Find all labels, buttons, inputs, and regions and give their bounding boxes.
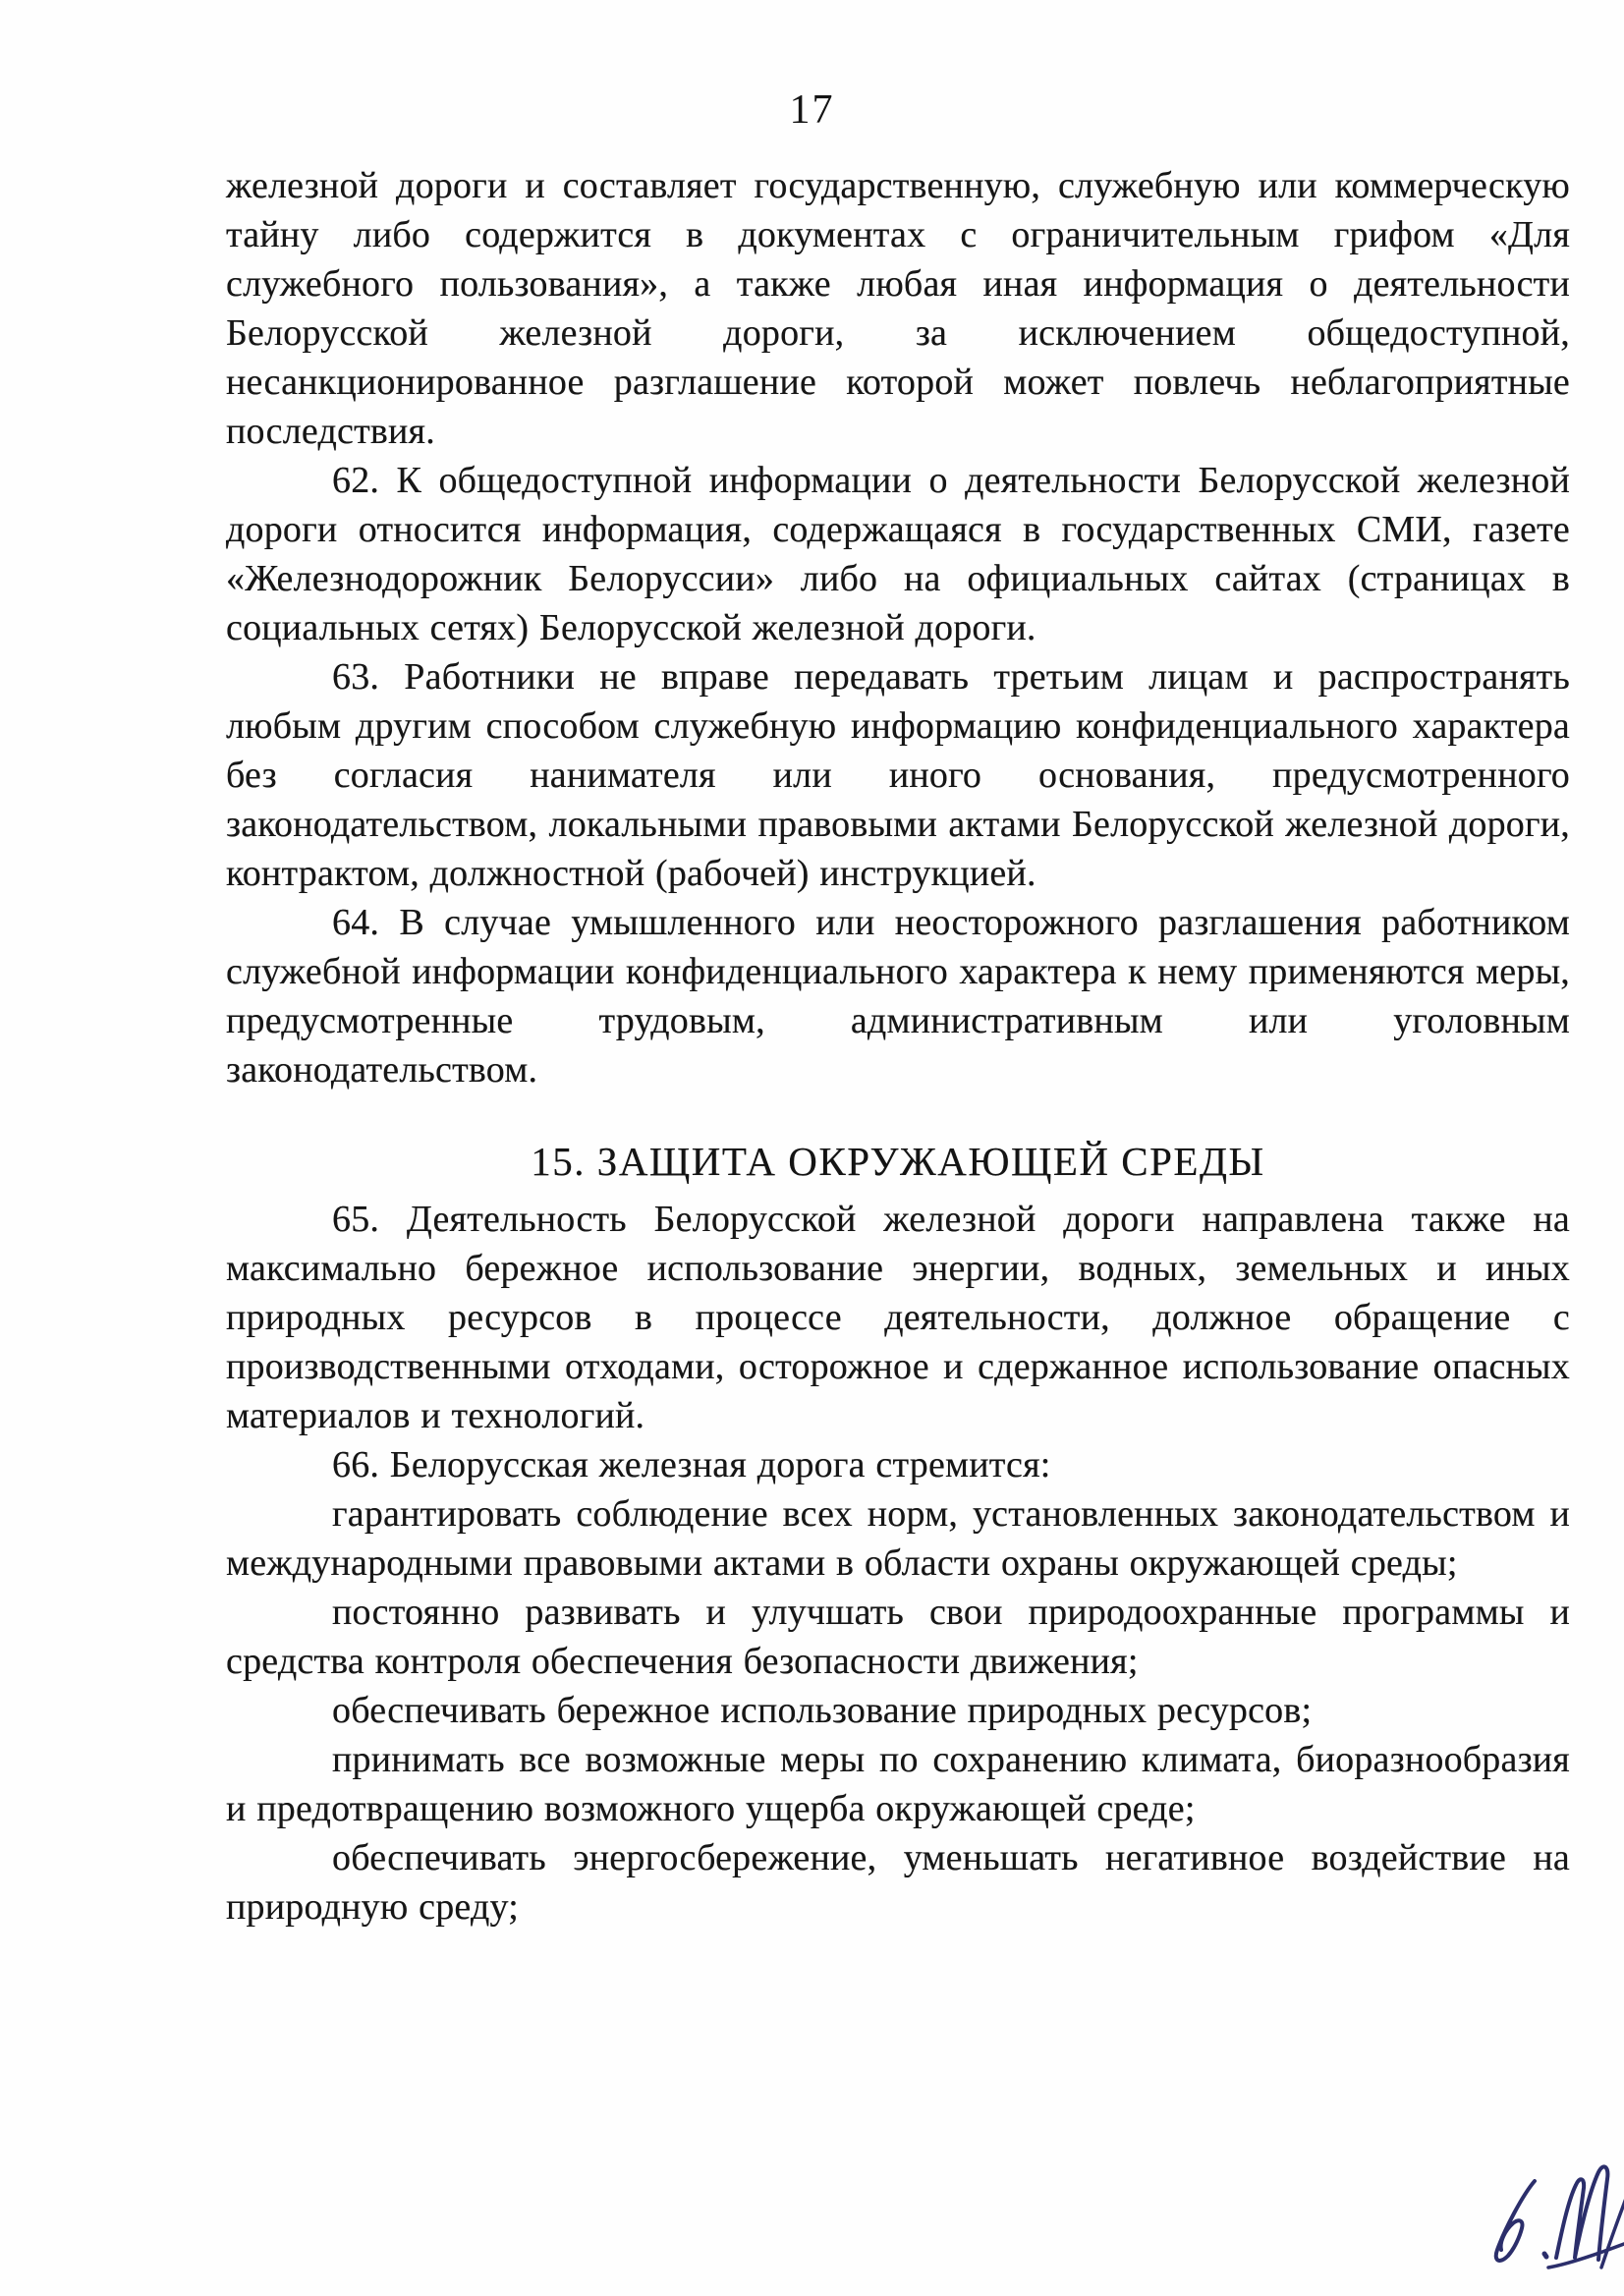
signature-stroke xyxy=(1556,2166,1607,2260)
list-item-climate-measures: принимать все возможные меры по сохранению климата, биоразнообразия и предотвращению возможного ущерба окружающей среде; xyxy=(226,1739,1570,1829)
paragraph-62: 62. К общедоступной информации о деятельности Белорусской железной дороги относится информация, содержащаяся в государственных СМИ, газете «Железнодорожник Белоруссии» либо на официальных сайтах (страницах в социальных сетях) Белорусской железной дороги. xyxy=(226,460,1570,648)
list-item-careful-resource-use: обеспечивать бережное использование природных ресурсов; xyxy=(332,1690,1313,1731)
signature-dot xyxy=(1544,2254,1546,2257)
paragraph-66: 66. Белорусская железная дорога стремится: xyxy=(332,1444,1051,1485)
page-content xyxy=(226,161,1570,1932)
paragraph-65: 65. Деятельность Белорусской железной дороги направлена также на максимально бережное использование энергии, водных, земельных и иных природных ресурсов в процессе деятельности, должное обращение с производственными отходами, осторожное и сдержанное использование опасных материалов и технологий. xyxy=(226,1199,1570,1436)
section-heading-environment: 15. ЗАЩИТА ОКРУЖАЮЩЕЙ СРЕДЫ xyxy=(531,1139,1265,1184)
list-item-develop-programs: постоянно развивать и улучшать свои природоохранные программы и средства контроля обеспечения безопасности движения; xyxy=(226,1592,1570,1682)
list-item-guarantee-norms: гарантировать соблюдение всех норм, установленных законодательством и международными правовыми актами в области охраны окружающей среды; xyxy=(226,1493,1570,1584)
page-number: 17 xyxy=(789,87,835,133)
handwritten-signature xyxy=(1462,2140,1624,2295)
paragraph-63: 63. Работники не вправе передавать третьим лицам и распространять любым другим способом служебную информацию конфиденциального характера без согласия нанимателя или иного основания, предусмотренного законодательством, локальными правовыми актами Белорусской железной дороги, контрактом, должностной (рабочей) инструкцией. xyxy=(226,656,1570,894)
paragraph-64: 64. В случае умышленного или неосторожного разглашения работником служебной информации конфиденциального характера к нему применяются меры, предусмотренные трудовым, административным или уголовным законодательством. xyxy=(226,902,1570,1091)
signature-stroke xyxy=(1496,2181,1535,2261)
paragraph-continuation: железной дороги и составляет государственную, служебную или коммерческую тайну либо содержится в документах с ограничительным грифом «Для служебного пользования», а также любая иная информация о деятельности Белорусской железной дороги, за исключением общедоступной, несанкционированное разглашение которой может повлечь неблагоприятные последствия. xyxy=(226,165,1570,452)
list-item-energy-saving: обеспечивать энергосбережение, уменьшать негативное воздействие на природную среду; xyxy=(226,1837,1570,1928)
